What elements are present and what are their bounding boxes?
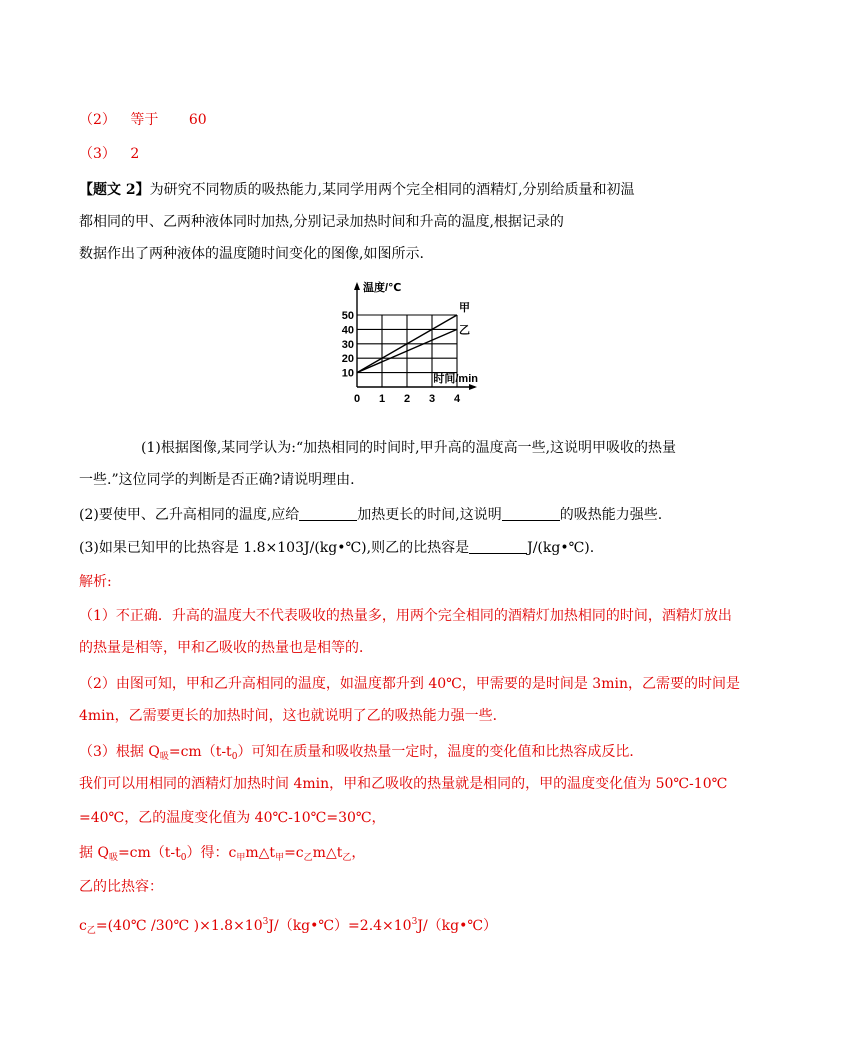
question-line-3: 数据作出了两种液体的温度随时间变化的图像,如图所示.	[79, 246, 424, 262]
p7-c: J/（kg•℃）=2.4×10	[268, 918, 412, 934]
answer-3-number: （3）	[79, 146, 116, 162]
subquestion-2-text-a: (2)要使甲、乙升高相同的温度,应给	[79, 507, 300, 523]
answer-blank	[469, 539, 527, 554]
y-tick-label: 50	[341, 310, 354, 322]
question-tag: 【题文 2】	[79, 182, 150, 198]
y-axis-arrow	[354, 282, 360, 290]
p7-a: c	[79, 918, 87, 934]
answer-2-text: 等于	[130, 112, 159, 128]
subquestion-2-text-c: 的吸热能力强些.	[559, 507, 663, 523]
analysis-p7	[79, 912, 497, 941]
p5-b: =cm（t-t	[117, 845, 181, 861]
analysis-p2-line-1: （2）由图可知，甲和乙升高相同的温度，如温度都升到 40℃，甲需要的是时间是 3min，乙需要的时间是	[79, 676, 740, 692]
p5-sub3: 甲	[275, 853, 285, 863]
p5-e: =c	[284, 845, 304, 861]
y-tick-label: 10	[341, 367, 354, 380]
p3-pre: （3）根据 Q	[79, 744, 160, 760]
p3-sub: 吸	[159, 752, 169, 762]
answer-blank	[502, 506, 560, 521]
p5-sub1: 吸	[108, 853, 118, 863]
temperature-time-chart	[330, 276, 480, 420]
x-tick-label: 3	[428, 393, 436, 405]
p5-sub0: 0	[180, 853, 187, 863]
answer-2-value: 60	[188, 112, 207, 128]
answer-2	[79, 110, 207, 130]
analysis-p1-line-2: 的热量是相等，甲和乙吸收的热量也是相等的．	[79, 640, 373, 656]
p5-f: m△t	[312, 845, 343, 861]
y-tick-label: 40	[341, 324, 354, 337]
analysis-p3	[79, 742, 643, 767]
p7-sub: 乙	[86, 926, 96, 936]
series-label: 甲	[459, 302, 470, 314]
x-tick-label: 2	[403, 393, 411, 405]
analysis-p6: 乙的比热容：	[79, 879, 163, 895]
p5-c: ）得：c	[186, 845, 237, 861]
p7-sup2: 3	[411, 917, 418, 927]
p3-post: ）可知在质量和吸收热量一定时，温度的变化值和比热容成反比．	[237, 744, 644, 760]
analysis-p5	[79, 843, 365, 868]
answer-blank	[299, 506, 357, 521]
x-tick-label: 0	[353, 393, 361, 405]
x-axis-label: 时间/min	[433, 373, 478, 385]
question-line-1	[79, 180, 635, 200]
p5-a: 据 Q	[79, 845, 109, 861]
p5-sub2: 甲	[236, 853, 246, 863]
y-tick-label: 30	[341, 338, 354, 351]
series-label: 乙	[459, 324, 470, 337]
analysis-p4-line-2: =40℃，乙的温度变化值为 40℃-10℃=30℃，	[79, 810, 386, 826]
answer-3-value: 2	[130, 146, 140, 162]
y-tick-label: 20	[341, 353, 354, 366]
question-text-1: 为研究不同物质的吸热能力,某同学用两个完全相同的酒精灯,分别给质量和初温	[149, 182, 635, 198]
x-tick-label: 4	[453, 393, 461, 405]
answer-3	[79, 144, 139, 164]
x-tick-label: 1	[378, 393, 386, 405]
subquestion-3-text-a: (3)如果已知甲的比热容是 1.8×103J/(kg•℃),则乙的比热容是	[79, 540, 470, 556]
p5-g: ，	[351, 845, 366, 861]
analysis-p2-line-2: 4min，乙需要更长的加热时间，这也就说明了乙的吸热能力强一些．	[79, 708, 507, 724]
answer-2-number: （2）	[79, 112, 116, 128]
p7-sup1: 3	[262, 917, 269, 927]
p7-b: =(40℃ /30℃ )×1.8×10	[95, 918, 263, 934]
y-axis-label: 温度/℃	[363, 282, 402, 294]
p5-sub5: 乙	[342, 853, 352, 863]
p5-d: m△t	[245, 845, 276, 861]
subquestion-2	[79, 505, 662, 525]
p3-mid: =cm（t-t	[168, 744, 232, 760]
analysis-p4-line-1: 我们可以用相同的酒精灯加热时间 4min，甲和乙吸收的热量就是相同的，甲的温度变化值为 50℃-10℃	[79, 776, 728, 792]
analysis-title: 解析:	[79, 574, 112, 590]
p7-d: J/（kg•℃）	[417, 918, 498, 934]
subquestion-3	[79, 538, 594, 558]
p5-sub4: 乙	[303, 853, 313, 863]
subquestion-3-text-b: J/(kg•℃).	[527, 540, 595, 556]
p3-sub0: 0	[231, 752, 238, 762]
subquestion-1-line-2: 一些.”这位同学的判断是否正确?请说明理由.	[79, 472, 355, 488]
question-line-2: 都相同的甲、乙两种液体同时加热,分别记录加热时间和升高的温度,根据记录的	[79, 214, 564, 230]
subquestion-2-text-b: 加热更长的时间,这说明	[357, 507, 502, 523]
subquestion-1-line-1: (1)根据图像,某同学认为:“加热相同的时间时,甲升高的温度高一些,这说明甲吸收的热量	[141, 440, 677, 456]
analysis-p1-line-1: （1）不正确．升高的温度大不代表吸收的热量多，用两个完全相同的酒精灯加热相同的时间，酒精灯放出	[79, 608, 732, 624]
